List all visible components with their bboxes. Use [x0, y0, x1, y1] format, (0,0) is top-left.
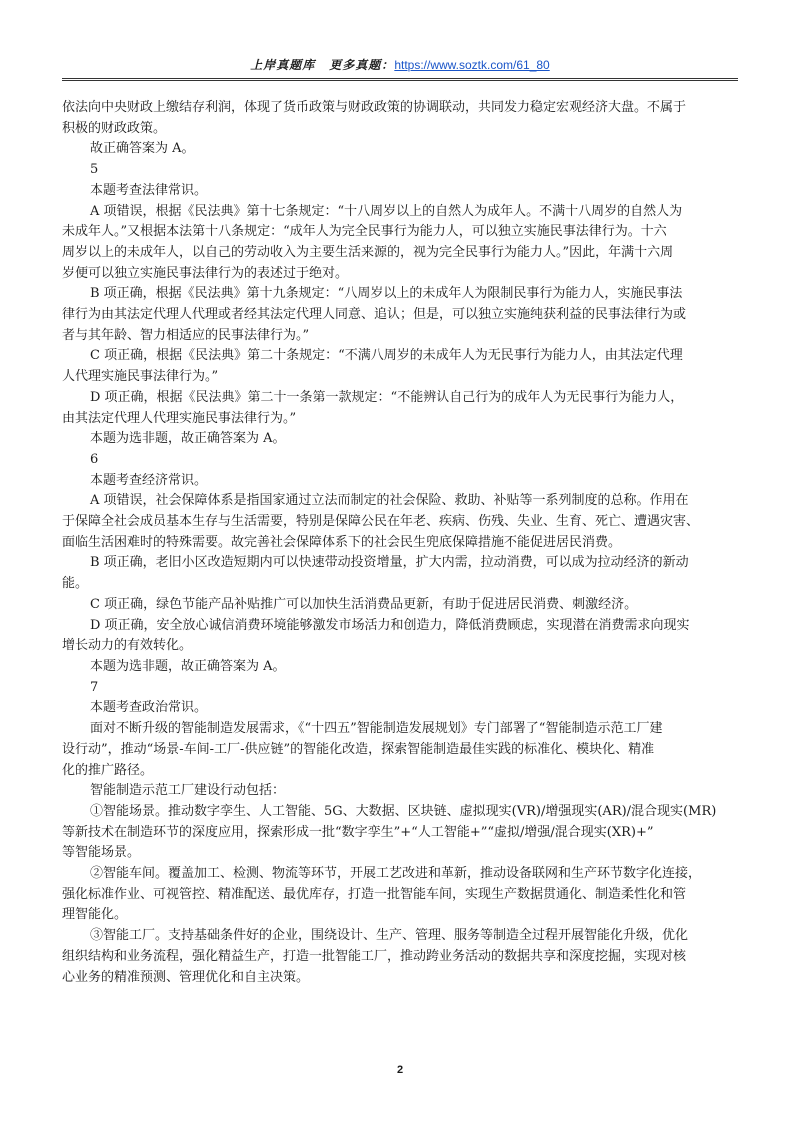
more-label: 更多真题： [329, 58, 395, 72]
text-line: C 项正确，根据《民法典》第二十条规定：“不满八周岁的未成年人为无民事行为能力人，由其法定代理 [90, 348, 683, 364]
text-line: 周岁以上的未成年人，以自己的劳动收入为主要生活来源的，视为完全民事行为能力人。”因此，年满十六周 [62, 244, 674, 260]
text-line: 由其法定代理人代理实施民事法律行为。” [62, 410, 297, 426]
text-line: 面临生活困难时的特殊需要。故完善社会保障体系下的社会民生兜底保障措施不能促进居民消费。 [62, 534, 622, 550]
text-line: 本题考查经济常识。 [90, 472, 208, 488]
text-line: ②智能车间。覆盖加工、检测、物流等环节，开展工艺改进和革新，推动设备联网和生产环节数字化连接， [90, 866, 702, 882]
text-line: 本题为选非题，故正确答案为 A。 [90, 431, 286, 447]
text-line: C 项正确，绿色节能产品补贴推广可以加快生活消费品更新，有助于促进居民消费、刺激经济。 [90, 596, 638, 612]
text-line: 5 [90, 162, 99, 178]
text-line: B 项正确，根据《民法典》第十九条规定：“八周岁以上的未成年人为限制民事行为能力人，实施民事法 [90, 286, 683, 302]
text-line: 人代理实施民事法律行为。” [62, 369, 219, 385]
text-line: 未成年人。”又根据本法第十八条规定：“成年人为完全民事行为能力人，可以独立实施民事法律行为。十六 [62, 224, 667, 240]
site-link[interactable]: https://www.soztk.com/61_80 [394, 58, 550, 72]
text-line: 组织结构和业务流程，强化精益生产，打造一批智能工厂，推动跨业务活动的数据共享和深度挖掘，实现对核 [62, 948, 687, 964]
text-line: ③智能工厂。支持基础条件好的企业，围绕设计、生产、管理、服务等制造全过程开展智能化升级，优化 [90, 928, 689, 944]
site-brand: 上岸真题库 [250, 58, 316, 72]
text-line: 等智能场景。 [62, 845, 141, 861]
page-header [62, 56, 738, 81]
text-line: 岁便可以独立实施民事法律行为的表述过于绝对。 [62, 265, 349, 281]
text-line: 理智能化。 [62, 907, 128, 923]
text-line: 能。 [62, 576, 89, 592]
text-line: 智能制造示范工厂建设行动包括： [90, 783, 286, 799]
text-line: 本题考查法律常识。 [90, 182, 208, 198]
text-line: 者与其年龄、智力相适应的民事法律行为。” [62, 327, 310, 343]
text-line: 本题为选非题，故正确答案为 A。 [90, 658, 286, 674]
text-line: 增长动力的有效转化。 [62, 638, 193, 654]
text-line: 面对不断升级的智能制造发展需求，《“十四五”智能制造发展规划》专门部署了“智能制造示范工厂建 [90, 721, 663, 737]
text-line: 化的推广路径。 [62, 762, 154, 778]
text-line: 故正确答案为 A。 [90, 141, 195, 157]
text-line: A 项错误，社会保障体系是指国家通过立法而制定的社会保险、救助、补贴等一系列制度的总称。作用在 [90, 493, 689, 509]
text-line: A 项错误，根据《民法典》第十七条规定：“十八周岁以上的自然人为成年人。不满十八周岁的自然人为 [90, 203, 683, 219]
text-line: 设行动”，推动“场景-车间-工厂-供应链”的智能化改造，探索智能制造最佳实践的标准化、模块化、精准 [62, 741, 655, 757]
text-line: 律行为由其法定代理人代理或者经其法定代理人同意、追认；但是，可以独立实施纯获利益的民事法律行为或 [62, 307, 687, 323]
text-line: 等新技术在制造环节的深度应用，探索形成一批“数字孪生”+“人工智能+”“虚拟/增强/混合现实(XR)+” [62, 824, 654, 840]
text-line: B 项正确，老旧小区改造短期内可以快速带动投资增量，扩大内需，拉动消费，可以成为拉动经济的新动 [90, 555, 689, 571]
text-line: D 项正确，安全放心诚信消费环境能够激发市场活力和创造力，降低消费顾虑，实现潜在消费需求向现实 [90, 617, 690, 633]
text-line: 于保障全社会成员基本生存与生活需要，特别是保障公民在年老、疾病、伤残、失业、生育、死亡、遭遇灾害、 [62, 514, 700, 530]
document-body [62, 98, 740, 988]
page-number: 2 [396, 1064, 404, 1076]
text-line: 强化标准作业、可视管控、精准配送、最优库存，打造一批智能车间，实现生产数据贯通化、制造柔性化和管 [62, 886, 687, 902]
text-line: 依法向中央财政上缴结存利润，体现了货币政策与财政政策的协调联动，共同发力稳定宏观经济大盘。不属于 [62, 100, 687, 115]
text-line: ①智能场景。推动数字孪生、人工智能、5G、大数据、区块链、虚拟现实(VR)/增强现实(AR)/混合现实(MR) [90, 803, 717, 819]
text-line: 7 [90, 679, 99, 695]
text-line: 本题考查政治常识。 [90, 700, 208, 716]
text-line: D 项正确，根据《民法典》第二十一条第一款规定：“不能辨认自己行为的成年人为无民事行为能力人， [90, 389, 684, 405]
text-line: 6 [90, 451, 99, 467]
text-line: 积极的财政政策。 [62, 120, 167, 136]
text-line: 心业务的精准预测、管理优化和自主决策。 [62, 969, 310, 985]
